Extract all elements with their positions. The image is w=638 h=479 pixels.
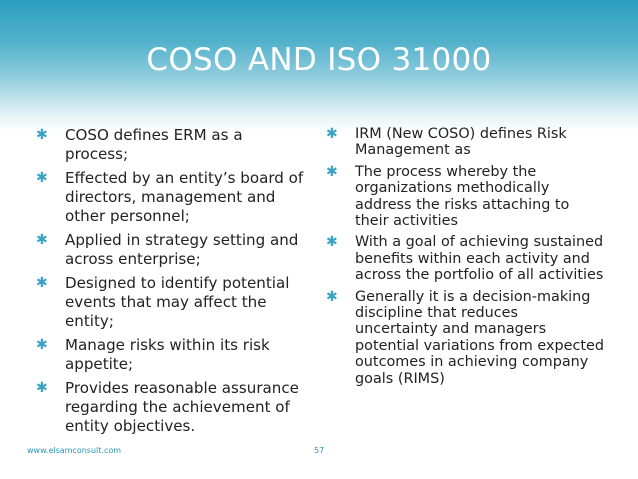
list-item: [324, 164, 604, 230]
left-bullet-list: [34, 126, 309, 441]
list-item-text: Provides reasonable assurance regarding the achievement of entity objectives.: [65, 379, 299, 435]
list-item-text: Generally it is a decision-making discipline that reduces uncertainty and managers potential variations from expected outcomes in achieving company goals (RIMS): [355, 288, 605, 387]
list-item: [34, 336, 309, 374]
asterisk-bullet-icon: ✱: [36, 232, 48, 248]
list-item-text: COSO defines ERM as a process;: [65, 126, 243, 163]
list-item: [324, 289, 604, 387]
asterisk-bullet-icon: ✱: [36, 275, 48, 291]
list-item: [34, 274, 309, 331]
list-item: [34, 169, 309, 226]
right-bullet-list: [324, 126, 604, 392]
page-number: 57: [314, 446, 325, 455]
footer-url: www.elsamconsult.com: [27, 446, 122, 455]
asterisk-bullet-icon: ✱: [36, 170, 48, 186]
asterisk-bullet-icon: ✱: [326, 234, 338, 251]
slide-title: COSO AND ISO 31000: [146, 42, 492, 78]
asterisk-bullet-icon: ✱: [36, 127, 48, 143]
list-item: [324, 126, 604, 159]
asterisk-bullet-icon: ✱: [326, 126, 338, 142]
list-item-text: Manage risks within its risk appetite;: [65, 336, 270, 373]
list-item-text: Effected by an entity’s board of directors, management and other personnel;: [65, 169, 304, 225]
asterisk-bullet-icon: ✱: [36, 380, 48, 396]
list-item-text: With a goal of achieving sustained benefits within each activity and across the portfolio of all activities: [355, 234, 604, 284]
list-item-text: Designed to identify potential events that may affect the entity;: [65, 274, 290, 330]
list-item: [324, 234, 604, 283]
asterisk-bullet-icon: ✱: [326, 288, 338, 305]
list-item-text: The process whereby the organizations methodically address the risks attaching to their activities: [355, 163, 570, 230]
asterisk-bullet-icon: ✱: [36, 337, 48, 353]
list-item-text: IRM (New COSO) defines Risk Management as: [355, 126, 567, 159]
list-item-text: Applied in strategy setting and across enterprise;: [65, 231, 299, 268]
list-item: [34, 126, 309, 164]
list-item: [34, 231, 309, 269]
asterisk-bullet-icon: ✱: [326, 163, 338, 180]
list-item: [34, 379, 309, 436]
